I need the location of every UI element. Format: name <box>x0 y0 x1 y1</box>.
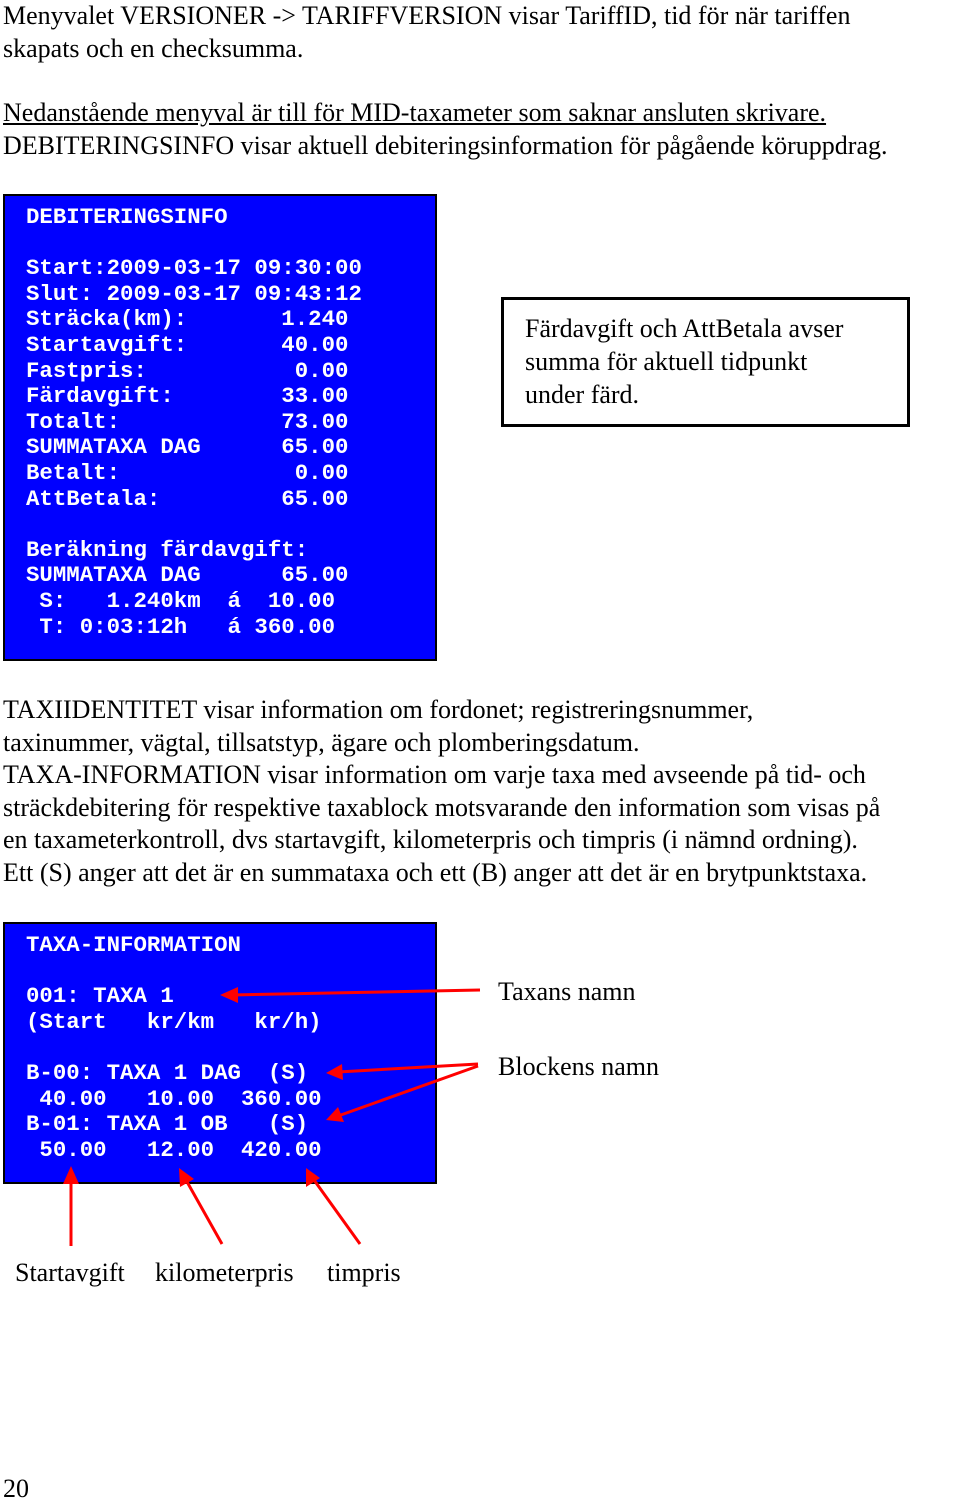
callout-line: Färdavgift och AttBetala avser <box>525 314 844 343</box>
taxa-information-line: B-00: TAXA 1 DAG (S) <box>26 1059 309 1086</box>
debiteringsinfo-line <box>26 231 435 257</box>
callout-line: summa för aktuell tidpunkt <box>525 347 808 376</box>
body-line: taxinummer, vägtal, tillsatstyp, ägare och plomberingsdatum. <box>3 727 640 757</box>
debiteringsinfo-line: AttBetala: 65.00 <box>26 485 349 512</box>
taxa-information-line: (Start kr/km kr/h) <box>26 1008 322 1035</box>
intro-line: Menyvalet VERSIONER -> TARIFFVERSION visar TariffID, tid för när tariffen <box>3 1 851 30</box>
taxa-information-screen <box>3 922 437 1184</box>
body-line: TAXIIDENTITET visar information om fordonet; registreringsnummer, <box>3 695 754 724</box>
intro-paragraph <box>3 0 958 65</box>
mid-note-underlined: Nedanstående menyval är till för MID-taxameter som saknar ansluten skrivare. <box>3 98 827 127</box>
debiteringsinfo-line: T: 0:03:12h á 360.00 <box>26 613 336 640</box>
taxa-information-line: TAXA-INFORMATION <box>26 932 241 958</box>
label-taxans-namn: Taxans namn <box>498 977 636 1006</box>
debiteringsinfo-line: DEBITERINGSINFO <box>26 204 228 230</box>
debiteringsinfo-line: Start:2009-03-17 09:30:00 <box>26 255 362 282</box>
taxa-information-line: B-01: TAXA 1 OB (S) <box>26 1111 309 1138</box>
taxa-information-line: 40.00 10.00 360.00 <box>26 1085 322 1112</box>
debiteringsinfo-line: Fastpris: 0.00 <box>26 357 349 384</box>
mid-note-line: DEBITERINGSINFO visar aktuell debiteringsinformation för pågående köruppdrag. <box>3 130 888 160</box>
debiteringsinfo-text <box>26 205 435 640</box>
callout-line: under färd. <box>525 380 640 409</box>
debiteringsinfo-screen <box>3 194 437 661</box>
label-blockens-namn: Blockens namn <box>498 1052 660 1081</box>
body-line: sträckdebitering för respektive taxablock motsvarande den information som visas på <box>3 792 881 822</box>
arrow-timpris <box>314 1180 360 1244</box>
debiteringsinfo-line <box>26 512 435 538</box>
debiteringsinfo-line: S: 1.240km á 10.00 <box>26 587 336 614</box>
arrow-kilometerpris <box>186 1180 222 1244</box>
body-paragraph <box>3 694 958 889</box>
callout-box <box>501 297 910 427</box>
mid-note-paragraph <box>3 97 958 162</box>
debiteringsinfo-line: Startavgift: 40.00 <box>26 331 349 358</box>
taxa-information-line <box>26 959 435 985</box>
debiteringsinfo-line: Färdavgift: 33.00 <box>26 383 349 410</box>
taxa-information-line <box>26 1035 435 1061</box>
label-startavgift: Startavgift <box>15 1258 125 1287</box>
label-timpris: timpris <box>327 1258 401 1287</box>
page-number: 20 <box>3 1474 29 1503</box>
body-line: en taxameterkontroll, dvs startavgift, kilometerpris och timpris (i nämnd ordning). <box>3 825 858 854</box>
debiteringsinfo-line: SUMMATAXA DAG 65.00 <box>26 562 349 589</box>
debiteringsinfo-line: Sträcka(km): 1.240 <box>26 306 349 333</box>
debiteringsinfo-line: Slut: 2009-03-17 09:43:12 <box>26 280 362 307</box>
taxa-information-text <box>26 933 435 1163</box>
debiteringsinfo-line: Totalt: 73.00 <box>26 408 349 435</box>
label-kilometerpris: kilometerpris <box>155 1258 294 1287</box>
taxa-information-line: 50.00 12.00 420.00 <box>26 1136 322 1163</box>
debiteringsinfo-line: SUMMATAXA DAG 65.00 <box>26 434 349 461</box>
taxa-information-line: 001: TAXA 1 <box>26 983 174 1010</box>
body-line: TAXA-INFORMATION visar information om varje taxa med avseende på tid- och <box>3 760 866 789</box>
intro-line: skapats och en checksumma. <box>3 33 304 63</box>
debiteringsinfo-line: Beräkning färdavgift: <box>26 536 309 563</box>
debiteringsinfo-line: Betalt: 0.00 <box>26 459 349 486</box>
body-line: Ett (S) anger att det är en summataxa och ett (B) anger att det är en brytpunktstaxa. <box>3 857 868 887</box>
